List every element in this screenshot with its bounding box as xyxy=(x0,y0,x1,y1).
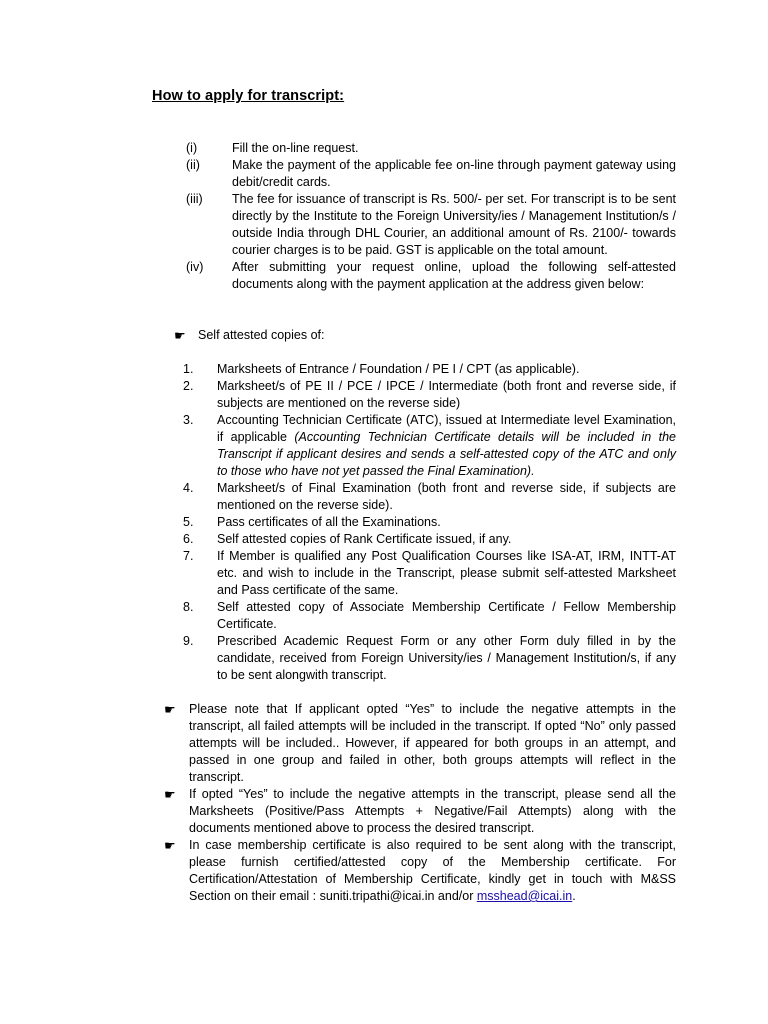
list-item xyxy=(183,378,676,412)
document-text: Marksheets of Entrance / Foundation / PE I / CPT (as applicable). xyxy=(217,362,580,376)
list-item xyxy=(186,157,676,191)
document-text: Self attested copies of Rank Certificate issued, if any. xyxy=(217,532,512,546)
pointing-hand-icon: ☛ xyxy=(174,328,186,343)
list-item xyxy=(164,701,676,786)
document-text: Pass certificates of all the Examinations. xyxy=(217,515,441,529)
document-text: Prescribed Academic Request Form or any other Form duly filled in by the candidate, received from Foreign University/ies / Management Institution/s, if any to be sent alongwith transcript. xyxy=(217,634,676,682)
pointing-hand-icon: ☛ xyxy=(164,838,176,853)
list-item xyxy=(183,548,676,599)
notes-list xyxy=(164,701,676,905)
list-item xyxy=(183,480,676,514)
list-item xyxy=(183,412,676,480)
step-text: Make the payment of the applicable fee on-line through payment gateway using debit/credit cards. xyxy=(232,158,676,189)
list-item xyxy=(183,599,676,633)
documents-list xyxy=(183,361,676,684)
document-number: 3. xyxy=(183,413,194,427)
self-attested-label: Self attested copies of: xyxy=(198,328,325,342)
document-text: Marksheet/s of PE II / PCE / IPCE / Intermediate (both front and reverse side, if subjects are mentioned on the reverse side) xyxy=(217,379,676,410)
page-title: How to apply for transcript: xyxy=(152,88,345,104)
document-number: 7. xyxy=(183,549,194,563)
document-text-regular: Accounting Technician Certificate (ATC), issued at Intermediate level Examination, if applicable xyxy=(217,413,676,444)
step-number: (ii) xyxy=(186,158,200,172)
note-text xyxy=(189,837,676,905)
note-text-end: . xyxy=(572,889,576,903)
document-number: 5. xyxy=(183,515,194,529)
document-number: 8. xyxy=(183,600,194,614)
list-item xyxy=(186,259,676,293)
step-number: (i) xyxy=(186,141,198,155)
list-item xyxy=(183,633,676,684)
document-text: Self attested copy of Associate Membership Certificate / Fellow Membership Certificate. xyxy=(217,600,676,631)
list-item xyxy=(164,837,676,905)
email-link[interactable]: msshead@icai.in xyxy=(476,889,573,903)
note-text: If opted “Yes” to include the negative attempts in the transcript, please send all the Marksheets (Positive/Pass Attempts + Negative/Fail Attempts) along with the documents mentioned above to process the desired transcript. xyxy=(189,787,676,835)
step-text: Fill the on-line request. xyxy=(232,141,359,155)
step-text: After submitting your request online, upload the following self-attested documents along with the payment application at the address given below: xyxy=(232,260,676,291)
document-text xyxy=(217,412,676,480)
list-item xyxy=(183,531,676,548)
document-text: Marksheet/s of Final Examination (both front and reverse side, if subjects are mentioned on the reverse side). xyxy=(217,481,676,512)
pointing-hand-icon: ☛ xyxy=(164,787,176,802)
pointing-hand-icon: ☛ xyxy=(164,702,176,717)
list-item xyxy=(164,786,676,837)
document-number: 2. xyxy=(183,379,194,393)
list-item xyxy=(186,140,676,157)
step-text: The fee for issuance of transcript is Rs. 500/- per set. For transcript is to be sent directly by the Institute to the Foreign University/ies / Management Institution/s / outside India through DHL Courier, an additional amount of Rs. 2100/- towards courier charges is to be paid. GST is applicable on the total amount. xyxy=(232,192,676,257)
document-text: If Member is qualified any Post Qualification Courses like ISA-AT, IRM, INTT-AT etc. and wish to include in the Transcript, please submit self-attested Marksheet and Pass certificate of the same. xyxy=(217,549,676,597)
list-item xyxy=(186,191,676,259)
steps-list xyxy=(186,140,676,293)
document-text-italic: (Accounting Technician Certificate details will be included in the Transcript if applicant desires and sends a self-attested copy of the ATC and only to those who have not yet passed the Final Examination). xyxy=(217,430,676,478)
document-number: 1. xyxy=(183,362,194,376)
note-text-body: In case membership certificate is also required to be sent along with the transcript, please furnish certified/attested copy of the Membership certificate. For Certification/Attestation of Membership Certificate, kindly get in touch with M&SS Section on their email : suniti.tripathi@icai.in and/or xyxy=(189,838,676,903)
step-number: (iii) xyxy=(186,192,203,206)
list-item xyxy=(183,361,676,378)
self-attested-heading xyxy=(174,327,324,344)
document-number: 9. xyxy=(183,634,194,648)
document-number: 4. xyxy=(183,481,194,495)
document-number: 6. xyxy=(183,532,194,546)
list-item xyxy=(183,514,676,531)
step-number: (iv) xyxy=(186,260,204,274)
note-text: Please note that If applicant opted “Yes” to include the negative attempts in the transcript, all failed attempts will be included in the transcript. If opted “No” only passed attempts will be included.. However, if appeared for both groups in an attempt, and passed in one group and failed in other, both groups attempts will reflect in the transcript. xyxy=(189,702,676,784)
